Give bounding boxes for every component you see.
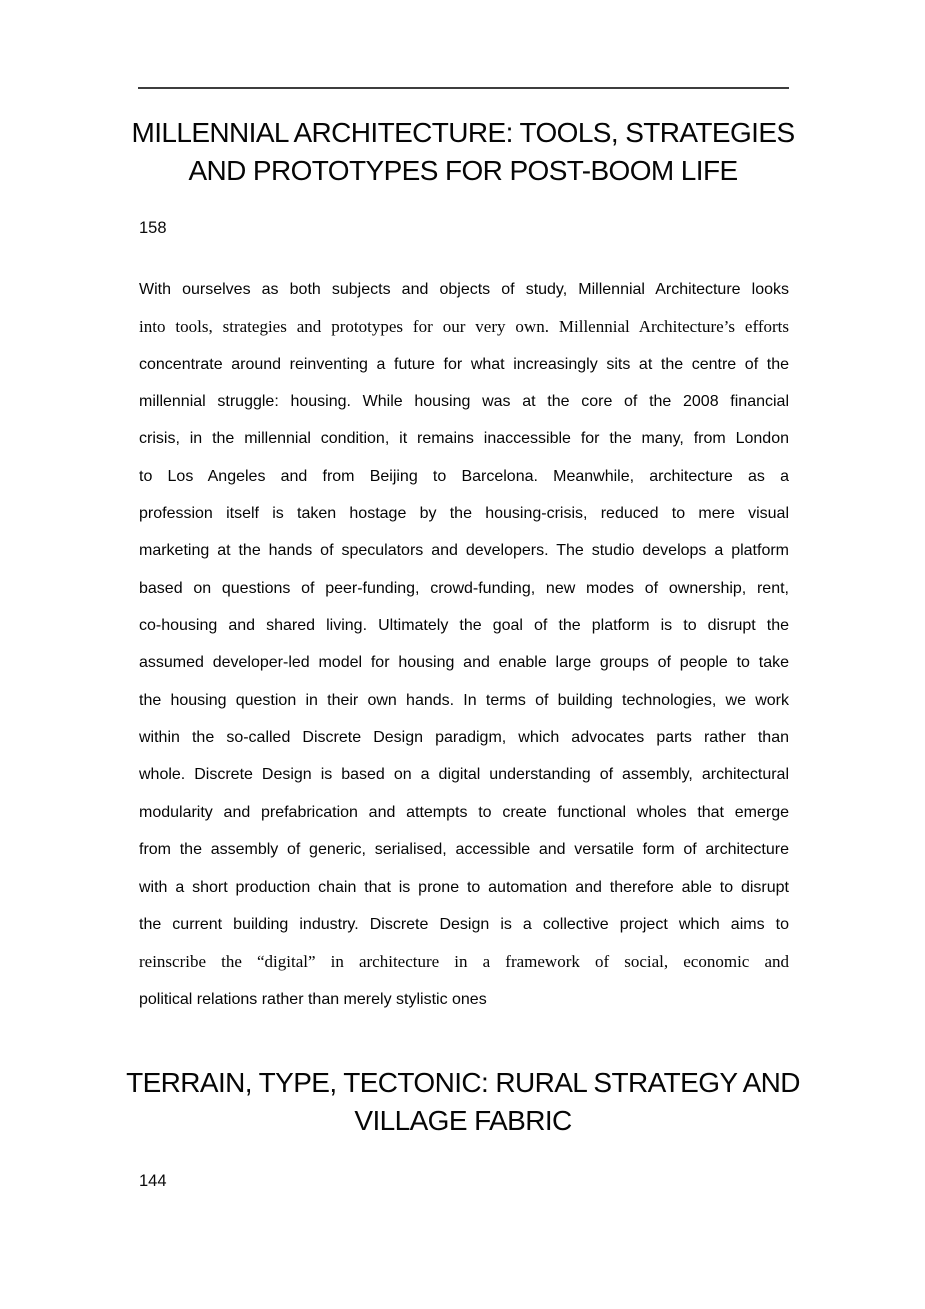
- paragraph-line: the housing question in their own hands. In terms of building technologies, we work: [139, 691, 789, 709]
- section1-title-line2: AND PROTOTYPES FOR POST-BOOM LIFE: [188, 155, 738, 186]
- body-paragraph: [139, 271, 789, 1018]
- paragraph-line: based on questions of peer-funding, crowd-funding, new modes of ownership, rent,: [139, 579, 789, 597]
- paragraph-line: whole. Discrete Design is based on a digital understanding of assembly, architectural: [139, 766, 789, 784]
- section2-page-number: 144: [139, 1172, 167, 1190]
- section1-title-line1: MILLENNIAL ARCHITECTURE: TOOLS, STRATEGIES: [131, 117, 795, 148]
- paragraph-line: within the so-called Discrete Design paradigm, which advocates parts rather than: [139, 729, 789, 747]
- paragraph-line: reinscribe the “digital” in architecture in a framework of social, economic and: [139, 952, 789, 972]
- section2-title-line1: TERRAIN, TYPE, TECTONIC: RURAL STRATEGY AND: [126, 1067, 800, 1098]
- paragraph-line: millennial struggle: housing. While housing was at the core of the 2008 financial: [139, 393, 789, 411]
- paragraph-line: into tools, strategies and prototypes for our very own. Millennial Architecture’s efforts: [139, 317, 789, 337]
- section2-title-line2: VILLAGE FABRIC: [354, 1105, 572, 1136]
- paragraph-line: to Los Angeles and from Beijing to Barcelona. Meanwhile, architecture as a: [139, 467, 789, 485]
- section1-title: [110, 114, 816, 190]
- paragraph-line: concentrate around reinventing a future for what increasingly sits at the centre of the: [139, 355, 789, 373]
- paragraph-line: marketing at the hands of speculators and developers. The studio develops a platform: [139, 542, 789, 560]
- paragraph-line: modularity and prefabrication and attempts to create functional wholes that emerge: [139, 803, 789, 821]
- paragraph-line: profession itself is taken hostage by the housing-crisis, reduced to mere visual: [139, 505, 789, 523]
- paragraph-line: With ourselves as both subjects and objects of study, Millennial Architecture looks: [139, 281, 789, 298]
- paragraph-line: the current building industry. Discrete Design is a collective project which aims to: [139, 915, 789, 933]
- section1-page-number: 158: [139, 219, 167, 237]
- section-divider-rule: [138, 87, 789, 89]
- paragraph-line: co-housing and shared living. Ultimately the goal of the platform is to disrupt the: [139, 617, 789, 635]
- paragraph-line: with a short production chain that is prone to automation and therefore able to disrupt: [139, 878, 789, 896]
- section2-title: [110, 1064, 816, 1140]
- paragraph-line: from the assembly of generic, serialised, accessible and versatile form of architecture: [139, 841, 789, 859]
- paragraph-line: crisis, in the millennial condition, it remains inaccessible for the many, from London: [139, 430, 789, 448]
- paragraph-line: political relations rather than merely stylistic ones: [139, 990, 487, 1008]
- paragraph-line: assumed developer-led model for housing and enable large groups of people to take: [139, 654, 789, 672]
